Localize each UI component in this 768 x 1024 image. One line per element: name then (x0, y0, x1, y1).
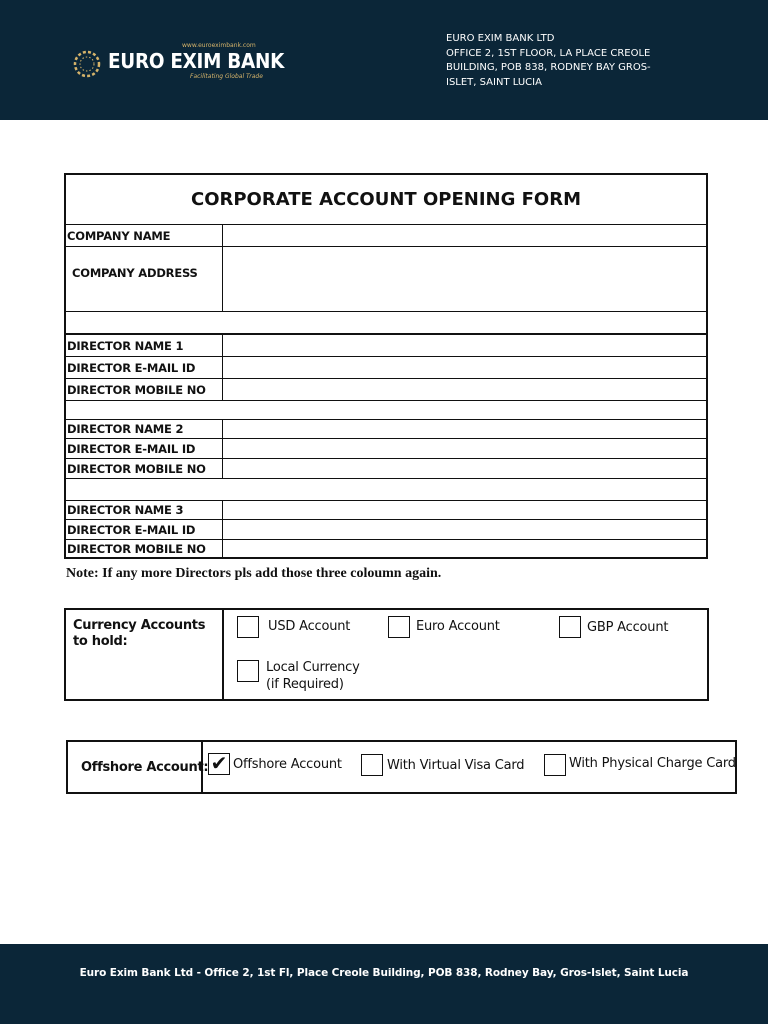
director2-mobile-row (66, 459, 706, 479)
director2-name-field[interactable] (223, 420, 702, 438)
footer-address: Euro Exim Bank Ltd - Office 2, 1st Fl, Place Creole Building, POB 838, Rodney Bay, Gros-Islet, Saint Lucia (79, 967, 689, 979)
page-header (0, 0, 768, 120)
local-currency-line: (if Required) (266, 677, 344, 692)
offshore-account-option-label: Offshore Account (233, 757, 342, 772)
euro-account-label: Euro Account (416, 619, 500, 634)
director1-email-field[interactable] (223, 357, 702, 378)
form-title: CORPORATE ACCOUNT OPENING FORM (66, 175, 706, 225)
director1-name-label: DIRECTOR NAME 1 (66, 335, 223, 356)
local-currency-checkbox[interactable] (237, 660, 259, 682)
address-line: OFFICE 2, 1ST FLOOR, LA PLACE CREOLE (446, 47, 651, 59)
director2-name-label: DIRECTOR NAME 2 (66, 420, 223, 438)
director3-name-label: DIRECTOR NAME 3 (66, 501, 223, 519)
director2-email-row (66, 439, 706, 459)
director2-mobile-field[interactable] (223, 459, 702, 478)
currency-label-line: Currency Accounts (73, 618, 206, 633)
director1-mobile-label: DIRECTOR MOBILE NO (66, 379, 223, 400)
gbp-account-label: GBP Account (587, 620, 669, 635)
virtual-visa-card-label: With Virtual Visa Card (387, 758, 525, 773)
offshore-account-checkbox[interactable] (208, 753, 230, 775)
address-line: BUILDING, POB 838, RODNEY BAY GROS- (446, 62, 651, 73)
company-name-field[interactable] (223, 225, 702, 246)
currency-label-line: to hold: (73, 634, 128, 649)
physical-charge-card-label: With Physical Charge Card (569, 756, 736, 771)
local-currency-line: Local Currency (266, 660, 360, 675)
company-address-label: COMPANY ADDRESS (66, 247, 223, 311)
local-currency-label (266, 659, 360, 693)
director1-mobile-field[interactable] (223, 379, 702, 400)
company-name-label: COMPANY NAME (66, 225, 223, 246)
director3-name-field[interactable] (223, 501, 702, 519)
globe-dots-icon (72, 49, 102, 79)
logo-tagline: Facilitating Global Trade (190, 73, 263, 80)
spacer-row (66, 401, 706, 420)
director2-name-row (66, 420, 706, 439)
director2-mobile-label: DIRECTOR MOBILE NO (66, 459, 223, 478)
header-address (446, 32, 651, 90)
director1-email-row (66, 357, 706, 379)
company-address-row (66, 247, 706, 312)
account-form-table (64, 173, 708, 559)
directors-note: Note: If any more Directors pls add those three coloumn again. (66, 566, 442, 581)
usd-account-checkbox[interactable] (237, 616, 259, 638)
gbp-account-checkbox[interactable] (559, 616, 581, 638)
company-name-row (66, 225, 706, 247)
director3-email-label: DIRECTOR E-MAIL ID (66, 520, 223, 539)
spacer-row (66, 479, 706, 501)
physical-charge-card-checkbox[interactable] (544, 754, 566, 776)
checkmark-icon: ✔ (210, 753, 228, 775)
director3-email-field[interactable] (223, 520, 702, 539)
virtual-visa-card-checkbox[interactable] (361, 754, 383, 776)
company-address-field[interactable] (223, 247, 702, 311)
director3-mobile-row (66, 540, 706, 557)
director1-email-label: DIRECTOR E-MAIL ID (66, 357, 223, 378)
offshore-account-box (66, 740, 737, 794)
euro-account-checkbox[interactable] (388, 616, 410, 638)
address-line: EURO EXIM BANK LTD (446, 33, 555, 44)
director3-mobile-field[interactable] (223, 540, 702, 557)
director1-mobile-row (66, 379, 706, 401)
director3-name-row (66, 501, 706, 520)
director2-email-label: DIRECTOR E-MAIL ID (66, 439, 223, 458)
director2-email-field[interactable] (223, 439, 702, 458)
spacer-row (66, 312, 706, 335)
director3-mobile-label: DIRECTOR MOBILE NO (66, 540, 223, 557)
offshore-account-label: Offshore Account: (68, 742, 203, 792)
currency-accounts-box (64, 608, 709, 701)
director3-email-row (66, 520, 706, 540)
bank-logo (72, 42, 285, 86)
director1-name-row (66, 335, 706, 357)
page-footer (0, 944, 768, 1024)
director1-name-field[interactable] (223, 335, 702, 356)
logo-name: EURO EXIM BANK (108, 49, 285, 73)
address-line: ISLET, SAINT LUCIA (446, 76, 542, 88)
logo-website: www.euroeximbank.com (182, 42, 256, 49)
currency-accounts-label (66, 610, 224, 699)
usd-account-label: USD Account (268, 619, 351, 634)
